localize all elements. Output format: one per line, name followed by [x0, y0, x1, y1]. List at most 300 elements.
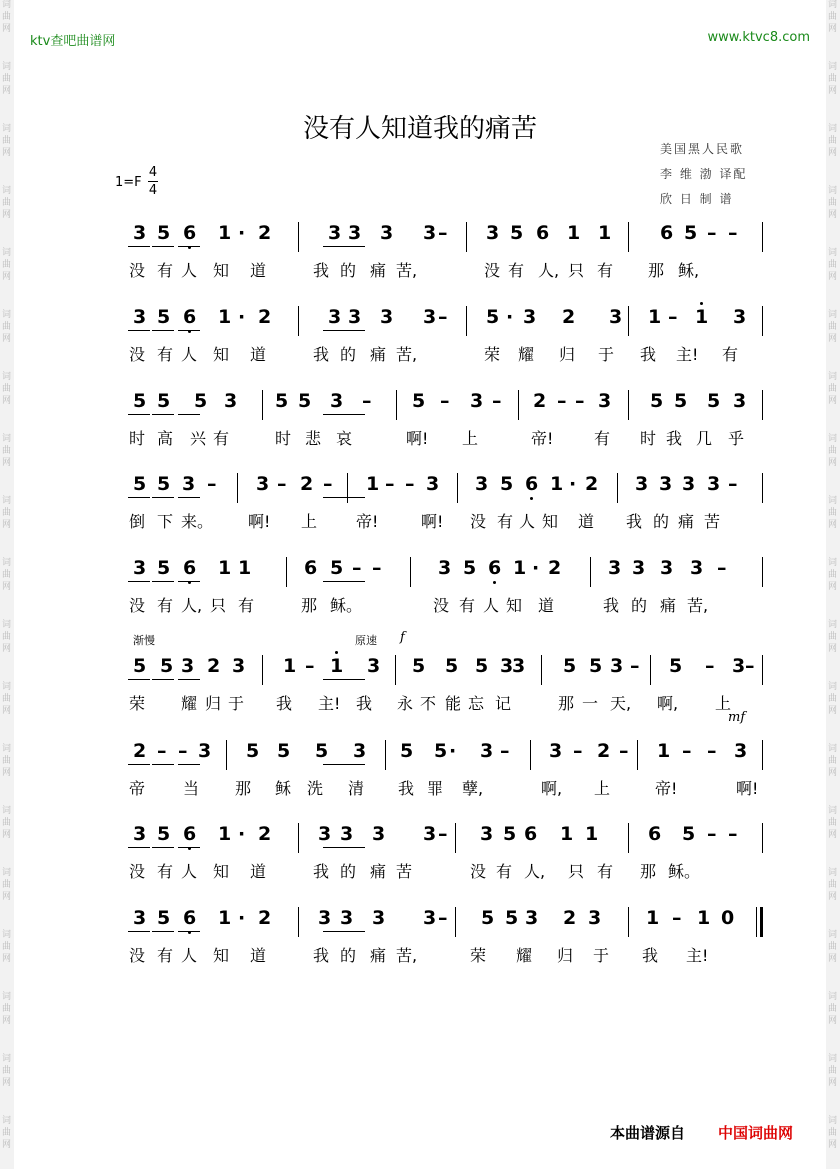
note: 3 — [367, 655, 381, 677]
note: 2 — [562, 306, 576, 328]
lyric-syllable: 知 — [213, 946, 230, 965]
note: 5 — [486, 306, 500, 328]
barline — [518, 390, 519, 420]
dash-note: – — [440, 390, 450, 412]
lyrics-row — [0, 776, 840, 796]
lyric-syllable: 有 — [459, 596, 476, 615]
note: 5 — [157, 907, 171, 929]
note: 3 — [438, 557, 452, 579]
note: 2 — [258, 222, 272, 244]
lyric-syllable: 的 — [340, 261, 357, 280]
lyric-syllable: 啊! — [248, 512, 271, 531]
lyric-syllable: 啊, — [657, 694, 679, 713]
note: 3 — [133, 557, 147, 579]
lyric-syllable: 我 — [603, 596, 620, 615]
note: 6 — [183, 222, 197, 244]
note: 5 — [133, 655, 147, 677]
note: 3 — [480, 823, 494, 845]
note: 6 — [525, 473, 539, 495]
note: 3 — [690, 557, 704, 579]
barline — [262, 655, 263, 685]
barline — [530, 740, 531, 770]
lyric-syllable: 有 — [238, 596, 255, 615]
beam-line — [152, 764, 174, 765]
dash-note: – — [385, 473, 395, 495]
note: 5 — [463, 557, 477, 579]
note: 5 — [445, 655, 459, 677]
footer-source-link[interactable]: 中国词曲网 — [718, 1124, 794, 1142]
note: 3 — [380, 306, 394, 328]
note: 5 — [400, 740, 414, 762]
lyric-syllable: 没 — [129, 862, 146, 881]
lyric-syllable: 上 — [594, 779, 611, 798]
dot-mark: · — [238, 907, 246, 929]
site-name-left[interactable]: ktv查吧曲谱网 — [30, 34, 116, 49]
lyric-syllable: 人, — [181, 596, 203, 615]
barline — [457, 473, 458, 503]
note: 3 — [380, 222, 394, 244]
beam-line — [323, 931, 345, 932]
barline — [760, 907, 763, 937]
dash-note: – — [630, 655, 640, 677]
lyric-syllable: 有 — [594, 429, 611, 448]
lyric-syllable: 不 — [420, 694, 437, 713]
notation-row — [0, 740, 840, 764]
dash-note: – — [707, 222, 717, 244]
beam-line — [323, 764, 345, 765]
lyric-syllable: 道 — [250, 261, 267, 280]
lyric-syllable: 高 — [157, 429, 174, 448]
key-signature: 1=F — [115, 175, 142, 190]
lyric-syllable: 那 — [648, 261, 665, 280]
beam-line — [178, 931, 200, 932]
note: 6 — [183, 907, 197, 929]
lyric-syllable: 苦 — [396, 862, 413, 881]
lyric-syllable: 有 — [508, 261, 525, 280]
lyric-syllable: 痛 — [370, 862, 387, 881]
barline — [762, 557, 763, 587]
beam-line — [128, 764, 150, 765]
barline — [628, 306, 629, 336]
dynamic-mezzo-forte: mf — [728, 710, 746, 725]
dash-note: – — [362, 390, 372, 412]
note: 3 — [348, 222, 362, 244]
dash-note: – — [305, 655, 315, 677]
lyric-syllable: 有 — [157, 946, 174, 965]
lyric-syllable: 稣, — [678, 261, 700, 280]
lyric-syllable: 没 — [470, 512, 487, 531]
note: 5 — [684, 222, 698, 244]
lyrics-row — [0, 859, 840, 879]
beam-line — [128, 246, 150, 247]
lyric-syllable: 洗 — [307, 779, 324, 798]
lyric-syllable: 于 — [593, 946, 610, 965]
lyric-syllable: 时 — [129, 429, 146, 448]
barline — [395, 655, 396, 685]
lyric-syllable: 我 — [313, 862, 330, 881]
notation-row — [0, 473, 840, 497]
lyric-syllable: 归 — [205, 694, 222, 713]
note: 2 — [597, 740, 611, 762]
dash-note: – — [372, 557, 382, 579]
note: 5 — [500, 473, 514, 495]
dash-note: – — [323, 473, 333, 495]
lyric-syllable: 知 — [213, 345, 230, 364]
beam-line — [178, 764, 200, 765]
beam-line — [152, 330, 174, 331]
note: 3 — [423, 907, 437, 929]
note: 1 — [218, 222, 232, 244]
dot-mark: · — [532, 557, 540, 579]
beam-line — [128, 330, 150, 331]
note: 3 — [348, 306, 362, 328]
beam-line — [152, 497, 174, 498]
time-bottom: 4 — [148, 183, 158, 198]
dot-mark: · — [238, 306, 246, 328]
beam-line — [178, 330, 200, 331]
dot-mark: · — [238, 222, 246, 244]
note: 1 — [567, 222, 581, 244]
lyric-syllable: 上 — [301, 512, 318, 531]
barline — [650, 655, 651, 685]
note: 3 — [372, 907, 386, 929]
notation-row — [0, 907, 840, 931]
note: 3 — [133, 222, 147, 244]
lyric-syllable: 没 — [129, 261, 146, 280]
barline — [347, 473, 348, 503]
note: 5 — [707, 390, 721, 412]
note: 5 — [298, 390, 312, 412]
lyric-syllable: 我 — [666, 429, 683, 448]
barline — [262, 390, 263, 420]
note: 3 — [372, 823, 386, 845]
lyric-syllable: 我 — [398, 779, 415, 798]
lyric-syllable: 苦, — [396, 261, 418, 280]
note: 1 — [585, 823, 599, 845]
beam-line — [152, 847, 174, 848]
note: 5 — [650, 390, 664, 412]
lyric-syllable: 主! — [686, 946, 709, 965]
credit-translator: 李 维 渤 译配 — [660, 167, 748, 181]
lyric-syllable: 有 — [157, 862, 174, 881]
barline — [466, 222, 467, 252]
note: 1 — [550, 473, 564, 495]
note: 5 — [315, 740, 329, 762]
beam-line — [343, 414, 365, 415]
note: 5 — [194, 390, 208, 412]
lyric-syllable: 忘 — [468, 694, 485, 713]
note: 2 — [207, 655, 221, 677]
barline — [762, 655, 763, 685]
note: 1 — [513, 557, 527, 579]
lyric-syllable: 啊! — [736, 779, 759, 798]
beam-line — [323, 847, 345, 848]
note: 3 — [632, 557, 646, 579]
barline — [590, 557, 591, 587]
note: 5 — [412, 655, 426, 677]
lyric-syllable: 荣 — [129, 694, 146, 713]
note: 5 — [510, 222, 524, 244]
lyric-syllable: 稣。 — [330, 596, 363, 615]
lyrics-row — [0, 943, 840, 963]
barline — [237, 473, 238, 503]
note: 5 — [682, 823, 696, 845]
beam-line — [323, 581, 345, 582]
note: 3 — [734, 740, 748, 762]
dash-note: – — [745, 655, 755, 677]
notation-row — [0, 390, 840, 414]
note: 5 — [481, 907, 495, 929]
lyric-syllable: 人 — [181, 862, 198, 881]
lyric-syllable: 悲 — [305, 429, 322, 448]
mark-ritardando: 渐慢 — [133, 634, 155, 647]
note: 5 — [475, 655, 489, 677]
beam-line — [152, 931, 174, 932]
lyric-syllable: 知 — [213, 261, 230, 280]
lyric-syllable: 痛 — [678, 512, 695, 531]
dash-note: – — [438, 823, 448, 845]
lyric-syllable: 哀 — [336, 429, 353, 448]
note: 5 — [157, 823, 171, 845]
beam-line — [343, 847, 365, 848]
lyric-syllable: 归 — [557, 946, 574, 965]
note: 0 — [721, 907, 735, 929]
note: 3 — [659, 473, 673, 495]
lyric-syllable: 乎 — [728, 429, 745, 448]
song-title: 没有人知道我的痛苦 — [302, 114, 537, 144]
dot-mark: · — [238, 823, 246, 845]
beam-line — [323, 414, 345, 415]
note: 5 — [133, 473, 147, 495]
beam-line — [178, 679, 200, 680]
barline — [298, 823, 299, 853]
note: 1 — [218, 306, 232, 328]
beam-line — [178, 847, 200, 848]
note: 3 — [486, 222, 500, 244]
lyric-syllable: 我 — [313, 946, 330, 965]
note: 5 — [160, 655, 174, 677]
beam-line — [152, 581, 174, 582]
dash-note: – — [728, 473, 738, 495]
dash-note: – — [557, 390, 567, 412]
lyric-syllable: 苦, — [396, 946, 418, 965]
time-top: 4 — [148, 165, 158, 180]
lyric-syllable: 人 — [483, 596, 500, 615]
dot-mark: · — [569, 473, 577, 495]
note: 3 — [353, 740, 367, 762]
beam-line — [323, 246, 345, 247]
dash-note: – — [277, 473, 287, 495]
lyrics-row — [0, 426, 840, 446]
note: 3 — [181, 655, 195, 677]
note: 3 — [608, 557, 622, 579]
lyric-syllable: 稣。 — [668, 862, 701, 881]
barline — [396, 390, 397, 420]
note: 5 — [246, 740, 260, 762]
lyric-syllable: 人 — [181, 946, 198, 965]
beam-line — [343, 330, 365, 331]
barline — [762, 823, 763, 853]
lyric-syllable: 永 — [397, 694, 414, 713]
lyric-syllable: 帝! — [356, 512, 379, 531]
lyric-syllable: 痛 — [370, 345, 387, 364]
lyric-syllable: 的 — [340, 345, 357, 364]
lyric-syllable: 知 — [542, 512, 559, 531]
lyric-syllable: 没 — [484, 261, 501, 280]
dash-note: – — [492, 390, 502, 412]
note: 6 — [524, 823, 538, 845]
lyric-syllable: 上 — [462, 429, 479, 448]
lyric-syllable: 当 — [183, 779, 200, 798]
lyric-syllable: 人, — [524, 862, 546, 881]
barline — [628, 222, 629, 252]
note: 5 — [157, 557, 171, 579]
lyric-syllable: 主! — [318, 694, 341, 713]
note: 3 — [707, 473, 721, 495]
lyric-syllable: 我 — [313, 345, 330, 364]
note: 6 — [660, 222, 674, 244]
note: 3 — [588, 907, 602, 929]
note: 2 — [533, 390, 547, 412]
lyric-syllable: 道 — [250, 345, 267, 364]
beam-line — [128, 931, 150, 932]
note: 2 — [300, 473, 314, 495]
lyric-syllable: 的 — [340, 862, 357, 881]
dash-note: – — [405, 473, 415, 495]
lyric-syllable: 痛 — [660, 596, 677, 615]
lyric-syllable: 一 — [582, 694, 599, 713]
lyric-syllable: 耀 — [518, 345, 535, 364]
lyric-syllable: 帝 — [129, 779, 146, 798]
note: 3 — [423, 306, 437, 328]
note: 1 — [218, 557, 232, 579]
dash-note: – — [682, 740, 692, 762]
barline — [762, 306, 763, 336]
lyric-syllable: 耀 — [516, 946, 533, 965]
note: 3 — [256, 473, 270, 495]
lyric-syllable: 啊! — [406, 429, 429, 448]
note: 3 — [635, 473, 649, 495]
site-url-right[interactable]: www.ktvc8.com — [707, 30, 810, 45]
dash-note: – — [707, 740, 717, 762]
lyric-syllable: 兴 — [190, 429, 207, 448]
beam-line — [178, 581, 200, 582]
lyric-syllable: 没 — [470, 862, 487, 881]
beam-line — [128, 414, 150, 415]
note: 3 — [224, 390, 238, 412]
dash-note: – — [500, 740, 510, 762]
beam-line — [323, 497, 345, 498]
note: 6 — [648, 823, 662, 845]
note: 1 — [560, 823, 574, 845]
beam-line — [343, 246, 365, 247]
barline — [637, 740, 638, 770]
lyric-syllable: 耀 — [181, 694, 198, 713]
note: 3 — [328, 222, 342, 244]
watermark-strip-left: 词 曲 网 词 曲 网 词 曲 网 词 曲 网 词 曲 网 词 曲 网 词 曲 网 词 曲 网 词 曲 网 词 曲 网 词 曲 网 词 曲 网 词 曲 网 词 曲 网 词 曲 网 词 曲 网 词 曲 网 词 曲 网 词 曲 网 — [0, 0, 14, 1169]
note: 3 — [500, 655, 514, 677]
note: 2 — [133, 740, 147, 762]
note: 3 — [609, 306, 623, 328]
lyric-syllable: 我 — [626, 512, 643, 531]
beam-line — [178, 414, 200, 415]
note: 3 — [682, 473, 696, 495]
note: 2 — [258, 907, 272, 929]
dot-mark: · — [506, 306, 514, 328]
lyric-syllable: 的 — [340, 946, 357, 965]
dash-note: – — [668, 306, 678, 328]
footer-source-label: 本曲谱源自 — [610, 1124, 686, 1142]
lyric-syllable: 那 — [640, 862, 657, 881]
dash-note: – — [207, 473, 217, 495]
lyric-syllable: 天, — [610, 694, 632, 713]
note: 1 — [648, 306, 662, 328]
beam-line — [343, 497, 365, 498]
lyrics-row — [0, 342, 840, 362]
lyric-syllable: 有 — [497, 512, 514, 531]
note: 5 — [277, 740, 291, 762]
credit-transcriber: 欣 日 制 谱 — [660, 192, 734, 206]
beam-line — [323, 679, 345, 680]
beam-line — [343, 581, 365, 582]
lyric-syllable: 稣 — [275, 779, 292, 798]
lyric-syllable: 的 — [631, 596, 648, 615]
beam-line — [128, 679, 150, 680]
lyric-syllable: 只 — [210, 596, 227, 615]
barline — [762, 740, 763, 770]
note: 5 — [157, 222, 171, 244]
note: 6 — [183, 823, 197, 845]
barline — [628, 907, 629, 937]
lyric-syllable: 罪 — [427, 779, 444, 798]
mark-a-tempo: 原速 — [355, 634, 377, 647]
lyric-syllable: 那 — [558, 694, 575, 713]
dash-note: – — [352, 557, 362, 579]
lyric-syllable: 我 — [356, 694, 373, 713]
lyric-syllable: 知 — [506, 596, 523, 615]
barline — [286, 557, 287, 587]
lyrics-row — [0, 258, 840, 278]
dash-note: – — [619, 740, 629, 762]
note: 3 — [512, 655, 526, 677]
note: 5 — [275, 390, 289, 412]
note: 1 — [697, 907, 711, 929]
note: 3 — [328, 306, 342, 328]
dash-note: – — [438, 907, 448, 929]
barline — [628, 823, 629, 853]
dash-note: – — [573, 740, 583, 762]
lyric-syllable: 帝! — [531, 429, 554, 448]
lyric-syllable: 痛 — [370, 946, 387, 965]
lyric-syllable: 道 — [578, 512, 595, 531]
beam-line — [128, 581, 150, 582]
beam-line — [178, 497, 200, 498]
lyric-syllable: 有 — [213, 429, 230, 448]
lyric-syllable: 有 — [157, 596, 174, 615]
note: 3 — [733, 390, 747, 412]
note: 3 — [340, 907, 354, 929]
note: 3 — [182, 473, 196, 495]
dash-note: – — [575, 390, 585, 412]
lyric-syllable: 道 — [538, 596, 555, 615]
lyric-syllable: 几 — [696, 429, 713, 448]
barline — [762, 390, 763, 420]
note: 1 — [646, 907, 660, 929]
dash-note: – — [438, 306, 448, 328]
note: 5 — [412, 390, 426, 412]
note: 5 — [133, 390, 147, 412]
lyric-syllable: 帝! — [655, 779, 678, 798]
